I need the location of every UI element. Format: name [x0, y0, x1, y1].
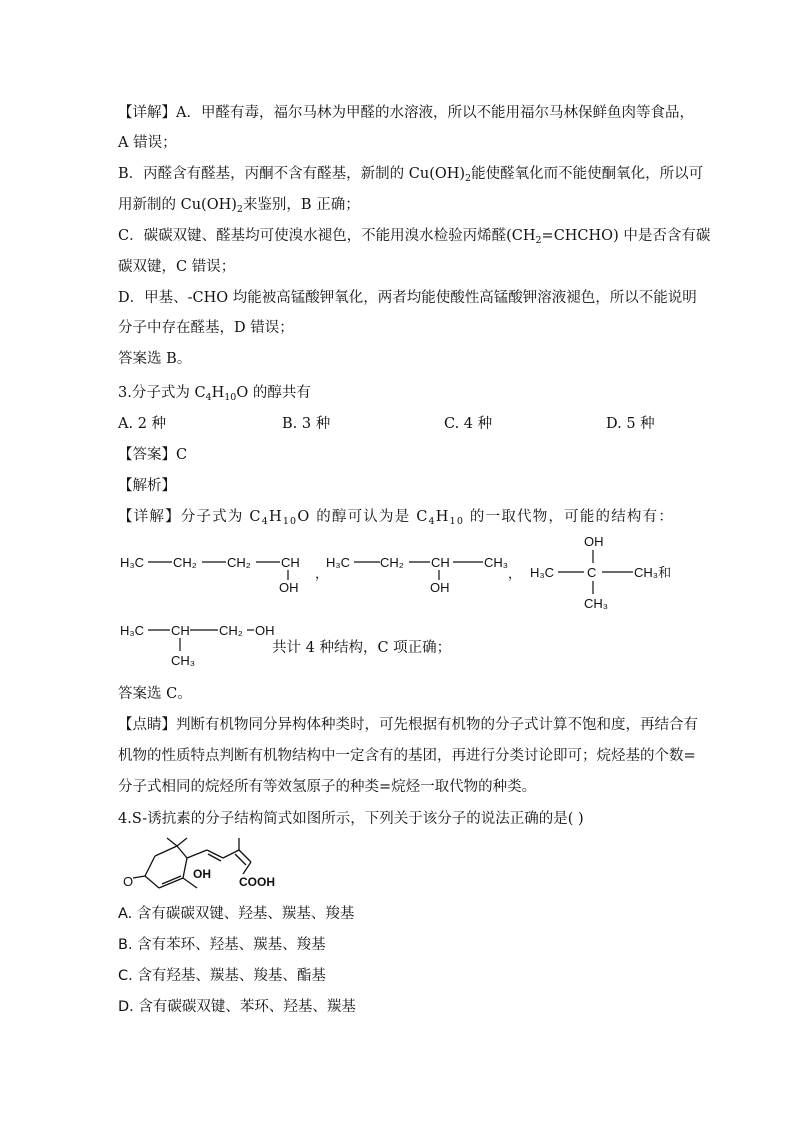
q3-option-b: B. 3 种 — [282, 416, 331, 432]
q3-note-3: 分子式相同的烷烃所有等效氢原子的种类=烷烃一取代物的种类。 — [118, 779, 537, 795]
q3-total: 共计 4 种结构，C 项正确； — [272, 640, 452, 656]
s3-c: C — [587, 565, 597, 580]
q2-answer: 答案选 B。 — [118, 351, 192, 367]
q3-note-2: 机物的性质特点判断有机物结构中一定含有的基团，再进行分类讨论即可；烷烃基的个数= — [118, 748, 696, 764]
q4-stem: 4.S-诱抗素的分子结构简式如图所示，下列关于该分子的说法正确的是( ) — [118, 811, 584, 827]
s1-separator: ， — [315, 566, 329, 581]
s-abscisic-acid-structure — [115, 836, 295, 896]
s2-h3c: H₃C — [326, 555, 351, 570]
q3-note-1: 【点睛】判断有机物同分异构体种类时，可先根据有机物的分子式计算不饱和度，再结合有 — [118, 717, 698, 733]
s1-oh: OH — [279, 580, 299, 595]
s4-ch3: CH₃ — [171, 653, 196, 668]
s4-ch: CH — [171, 623, 190, 638]
s2-ch2: CH₂ — [380, 555, 404, 570]
s4-h3c: H₃C — [120, 623, 145, 638]
structure-3 — [530, 534, 671, 611]
s2-separator: ， — [508, 566, 522, 581]
s2-ch: CH — [431, 555, 450, 570]
q3-option-c: C. 4 种 — [444, 416, 493, 432]
q2-line-5: C．碳碳双键、醛基均可使溴水褪色，不能用溴水检验丙烯醛$(CH_2=CHCHO)$ 中是否含有碳 — [118, 228, 711, 246]
s4-oh: OH — [255, 623, 275, 638]
s2-oh: OH — [430, 580, 450, 595]
structures-row-1 — [110, 530, 690, 620]
s3-h3c: H₃C — [530, 565, 555, 580]
s1-ch2-a: CH₂ — [173, 555, 197, 570]
q2-line-6: 碳双键，C 错误； — [118, 259, 236, 275]
s4-ch2: CH₂ — [219, 623, 243, 638]
q4-option-d: D. 含有碳碳双键、苯环、羟基、羰基 — [118, 999, 356, 1015]
q3-option-d: D. 5 种 — [606, 416, 655, 432]
q3-stem: 3.分子式为 $C_4H_{10}O$ 的醇共有 — [118, 385, 311, 403]
q3-answer: 【答案】C — [118, 447, 188, 463]
s1-ch: CH — [281, 555, 300, 570]
q3-final-answer: 答案选 C。 — [118, 686, 192, 702]
s3-ch3-bottom: CH₃ — [584, 596, 609, 611]
structure-2 — [326, 555, 521, 595]
s1-h3c: H₃C — [120, 555, 145, 570]
q3-detail: 【详解】分子式为 $C_4H_{10}O$ 的醇可认为是 $C_4H_{10}$ 的一取代物，可能的结构有： — [118, 509, 675, 527]
q4-option-c: C. 含有羟基、羰基、羧基、酯基 — [118, 968, 326, 984]
s3-oh: OH — [584, 534, 604, 549]
q2-line-4: 用新制的 $Cu(OH)_2$来鉴别，B 正确； — [118, 197, 360, 215]
q2-line-7: D．甲基、-CHO 均能被高锰酸钾氧化，两者均能使酸性高锰酸钾溶液褪色，所以不能说明 — [118, 290, 697, 306]
s1-ch2-b: CH₂ — [227, 555, 251, 570]
q3-option-a: A. 2 种 — [118, 416, 167, 432]
q4-option-b: B. 含有苯环、羟基、羰基、羧基 — [118, 937, 326, 953]
q3-analysis-label: 【解析】 — [118, 478, 176, 494]
mol-oh: OH — [193, 867, 211, 881]
structure-1 — [120, 555, 328, 595]
q2-line-3: B．丙醛含有醛基，丙酮不含有醛基，新制的 $Cu(OH)_2$能使醛氧化而不能使酮氧化，所以可 — [118, 166, 704, 184]
mol-cooh: COOH — [239, 875, 275, 889]
q2-line-2: A 错误； — [118, 135, 177, 151]
q2-line-1: 【详解】A．甲醛有毒，福尔马林为甲醛的水溶液，所以不能用福尔马林保鲜鱼肉等食品， — [118, 105, 694, 121]
s2-ch3: CH₃ — [484, 555, 509, 570]
q4-option-a: A. 含有碳碳双键、羟基、羰基、羧基 — [118, 906, 355, 922]
structure-4 — [110, 617, 280, 672]
s3-ch3-and: CH₃和 — [634, 565, 672, 580]
mol-ketone-o: O — [123, 874, 134, 889]
q2-line-8: 分子中存在醛基，D 错误； — [118, 320, 294, 336]
